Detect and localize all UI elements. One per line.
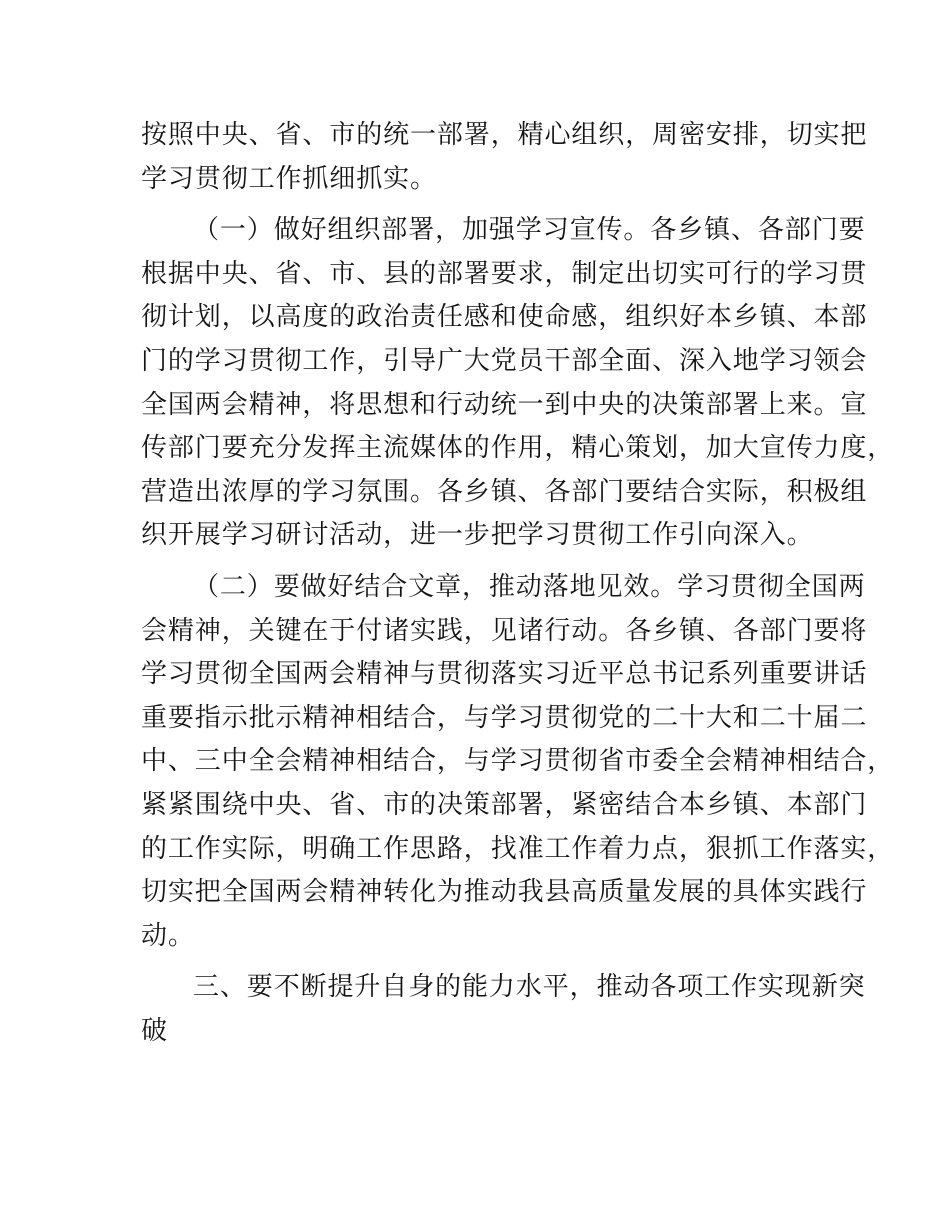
text-line: 根据中央、省、市、县的部署要求，制定出切实可行的学习贯 bbox=[141, 258, 868, 289]
text-line: 彻计划，以高度的政治责任感和使命感，组织好本乡镇、本部 bbox=[141, 302, 868, 333]
document-body bbox=[141, 114, 895, 1061]
text-line: 重要指示批示精神相结合，与学习贯彻党的二十大和二十届二 bbox=[141, 702, 868, 733]
text-line: 中、三中全会精神相结合，与学习贯彻省市委全会精神相结合， bbox=[141, 746, 895, 777]
text-line: 动。 bbox=[141, 920, 195, 951]
text-line: 门的学习贯彻工作，引导广大党员干部全面、深入地学习领会 bbox=[141, 345, 868, 376]
text-line: 学习贯彻工作抓细抓实。 bbox=[141, 163, 437, 194]
text-line: 切实把全国两会精神转化为推动我县高质量发展的具体实践行 bbox=[141, 877, 868, 908]
text-line: （二）要做好结合文章，推动落地见效。学习贯彻全国两 bbox=[193, 571, 866, 602]
paragraph-section-heading-3 bbox=[141, 966, 866, 1053]
text-line: 全国两会精神，将思想和行动统一到中央的决策部署上来。宣 bbox=[141, 389, 868, 420]
paragraph-section-1 bbox=[141, 209, 895, 558]
paragraph-intro bbox=[141, 114, 868, 201]
text-line: 学习贯彻全国两会精神与贯彻落实习近平总书记系列重要讲话 bbox=[141, 659, 868, 690]
paragraph-section-2 bbox=[141, 566, 895, 958]
text-line: （一）做好组织部署，加强学习宣传。各乡镇、各部门要 bbox=[193, 215, 866, 246]
text-line: 破 bbox=[141, 1015, 168, 1046]
text-line: 按照中央、省、市的统一部署，精心组织，周密安排，切实把 bbox=[141, 120, 868, 150]
text-line: 织开展学习研讨活动，进一步把学习贯彻工作引向深入。 bbox=[141, 520, 814, 551]
text-line: 的工作实际，明确工作思路，找准工作着力点，狠抓工作落实， bbox=[141, 833, 895, 864]
text-line: 传部门要充分发挥主流媒体的作用，精心策划，加大宣传力度， bbox=[141, 433, 895, 464]
text-line: 三、要不断提升自身的能力水平，推动各项工作实现新突 bbox=[193, 972, 866, 1003]
text-line: 会精神，关键在于付诸实践，见诸行动。各乡镇、各部门要将 bbox=[141, 615, 868, 646]
text-line: 营造出浓厚的学习氛围。各乡镇、各部门要结合实际，积极组 bbox=[141, 476, 868, 507]
text-line: 紧紧围绕中央、省、市的决策部署，紧密结合本乡镇、本部门 bbox=[141, 789, 868, 820]
